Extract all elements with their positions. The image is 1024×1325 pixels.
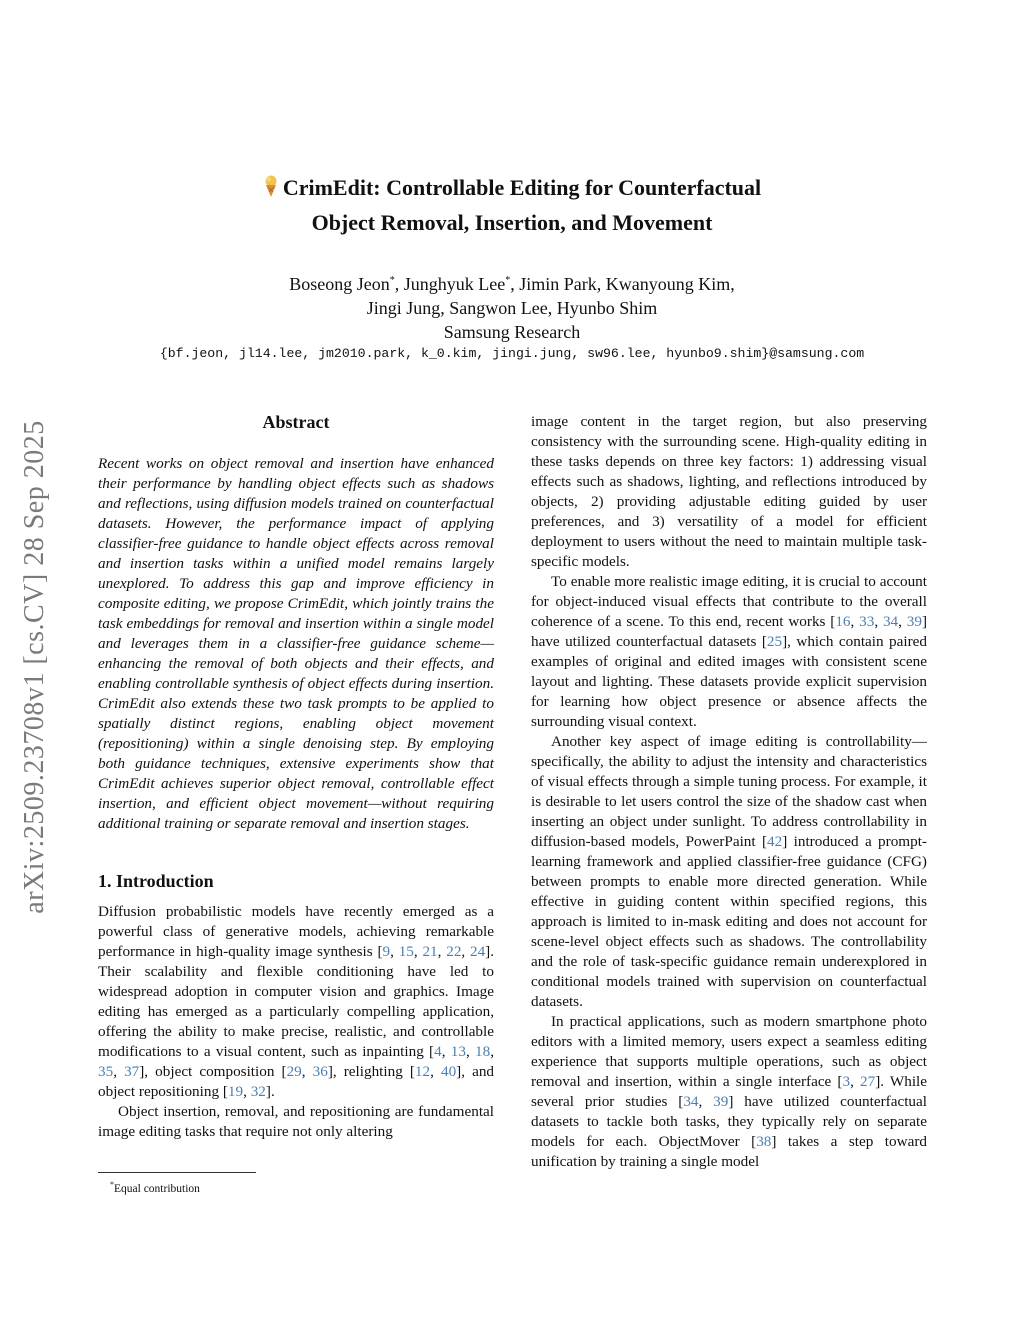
right-column	[531, 412, 927, 1172]
footnote	[110, 1178, 200, 1196]
footnote-mark: *	[110, 1180, 114, 1189]
citation-link[interactable]: 39	[713, 1093, 729, 1110]
citation-link[interactable]: 27	[860, 1073, 876, 1090]
affiliation: Samsung Research	[443, 322, 581, 342]
abstract-heading: Abstract	[262, 412, 330, 432]
citation-link[interactable]: 32	[250, 1083, 266, 1100]
citation-link[interactable]: 18	[475, 1043, 491, 1060]
section-heading-introduction: 1. Introduction	[98, 871, 214, 891]
footnote-text: Equal contribution	[114, 1182, 200, 1195]
citation-link[interactable]: 25	[766, 633, 783, 650]
citation-link[interactable]: 42	[767, 833, 783, 850]
citation-link[interactable]: 12	[414, 1063, 431, 1080]
citation-link[interactable]: 21	[422, 943, 438, 960]
citation-link[interactable]: 22	[446, 943, 462, 960]
intro-paragraph-2: Object insertion, removal, and repositioning are fundamental image editing tasks that require not only altering	[98, 1103, 494, 1140]
author-line-2: Jingi Jung, Sangwon Lee, Hyunbo Shim	[366, 298, 658, 318]
abstract-body: Recent works on object removal and insertion have enhanced their performance by handling object effects such as shadows and reflections, using diffusion models trained on counterfactual datasets. However, the performance impact of applying classifier-free guidance to handle object effects across removal and insertion tasks within a unified model remains largely unexplored. To address this gap and improve efficiency in composite editing, we propose CrimEdit, which jointly trains the task embeddings for removal and insertion within a single model and leverages them in a classifier-free guidance scheme—enhancing the removal of both objects and their effects, and enabling controllable synthesis of object effects during insertion. CrimEdit also extends these two task prompts to be applied to spatially distinct regions, enabling object movement (repositioning) within a single denoising step. By employing both guidance techniques, extensive experiments show that CrimEdit achieves superior object removal, controllable effect insertion, and efficient object movement—without requiring additional training or separate removal and insertion stages.	[98, 455, 494, 832]
author-emails: {bf.jeon, jl14.lee, jm2010.park, k_0.kim, jingi.jung, sw96.lee, hyunbo9.shim}@samsung.com	[159, 346, 865, 361]
citation-link[interactable]: 4	[434, 1043, 442, 1060]
citation-link[interactable]: 13	[450, 1043, 466, 1060]
equal-contrib-mark-2: *	[505, 275, 511, 286]
citation-link[interactable]: 24	[469, 943, 486, 960]
title-line-1	[0, 172, 1024, 207]
citation-link[interactable]: 38	[756, 1133, 772, 1150]
citation-link[interactable]: 3	[842, 1073, 851, 1090]
right-paragraph-2: To enable more realistic image editing, it is crucial to account for object-induced visual effects that contribute to the overall coherence of a scene. To this end, recent works [16, 33, 34, 39] have utilized counterfactual datasets [25], which contain paired examples of original and edited images with consistent scene layout and lighting. These datasets provide explicit supervision for learning how object presence or absence affects the surrounding visual context.	[531, 573, 928, 730]
citation-link[interactable]: 35	[98, 1063, 114, 1080]
title-line-2: Object Removal, Insertion, and Movement	[311, 210, 713, 235]
equal-contrib-mark-1: *	[389, 275, 395, 286]
citation-link[interactable]: 34	[882, 613, 899, 630]
author-3: , Jimin Park, Kwanyoung Kim,	[510, 274, 735, 294]
citation-link[interactable]: 34	[683, 1093, 699, 1110]
citation-link[interactable]: 15	[398, 943, 414, 960]
citation-link[interactable]: 40	[440, 1063, 457, 1080]
author-line-1	[0, 269, 1024, 296]
author-2: , Junghyuk Lee	[394, 274, 506, 294]
citation-link[interactable]: 33	[859, 613, 875, 630]
citation-link[interactable]: 29	[286, 1063, 302, 1080]
title-text-1: CrimEdit: Controllable Editing for Counterfactual	[282, 175, 762, 200]
citation-link[interactable]: 9	[382, 943, 391, 960]
author-block	[0, 269, 1024, 344]
citation-link[interactable]: 19	[227, 1083, 244, 1100]
citation-link[interactable]: 36	[312, 1063, 328, 1080]
citation-link[interactable]: 16	[835, 613, 851, 630]
right-paragraph-3: Another key aspect of image editing is controllability—specifically, the ability to adjust the intensity and characteristics of visual effects through a simple tuning process. For example, it is desirable to let users control the size of the shadow cast when inserting an object under sunlight. To address controllability in diffusion-based models, PowerPaint [42] introduced a prompt-learning framework and applied classifier-free guidance (CFG) between prompts to enable more directed generation. While effective in guiding content within specified regions, this approach is limited to in-mask editing and does not account for scene-level object effects such as shadows. The controllability and the role of task-specific guidance remain underexplored in conditional models trained with supervision on counterfactual datasets.	[531, 733, 927, 1010]
left-column	[98, 412, 494, 1142]
intro-paragraph-1: Diffusion probabilistic models have recently emerged as a powerful class of generative models, achieving remarkable performance in high-quality image synthesis [9, 15, 21, 22, 24]. Their scalability and flexible conditioning have led to widespread adoption in computer vision and graphics. Image editing has emerged as a particularly compelling application, offering the ability to make precise, realistic, and controllable modifications to a visual content, such as inpainting [4, 13, 18, 35, 37], object composition [29, 36], relighting [12, 40], and object repositioning [19, 32].	[98, 903, 495, 1100]
footnote-rule	[98, 1172, 256, 1173]
paper-title	[0, 172, 1024, 239]
arxiv-stamp-text: arXiv:2509.23708v1 [cs.CV] 28 Sep 2025	[19, 420, 50, 914]
arxiv-stamp	[12, 372, 58, 962]
right-paragraph-4: In practical applications, such as modern smartphone photo editors with a limited memory, users expect a seamless editing experience that supports multiple operations, such as object removal and insertion, within a single interface [3, 27]. While several prior studies [34, 39] have utilized counterfactual datasets to tackle both tasks, they typically rely on separate models for each. ObjectMover [38] takes a step toward unification by training a single model	[531, 1013, 927, 1170]
author-1: Boseong Jeon	[289, 274, 390, 294]
ice-cream-icon	[263, 174, 279, 207]
citation-link[interactable]: 37	[124, 1063, 140, 1080]
right-paragraph-1: image content in the target region, but also preserving consistency with the surrounding scene. High-quality editing in these tasks depends on three key factors: 1) addressing visual effects such as shadows, lighting, and reflections introduced by objects, 2) providing adjustable editing guided by user preferences, and 3) versatility of a model for efficient deployment to users without the need to maintain multiple task-specific models.	[531, 413, 927, 570]
citation-link[interactable]: 39	[906, 613, 922, 630]
